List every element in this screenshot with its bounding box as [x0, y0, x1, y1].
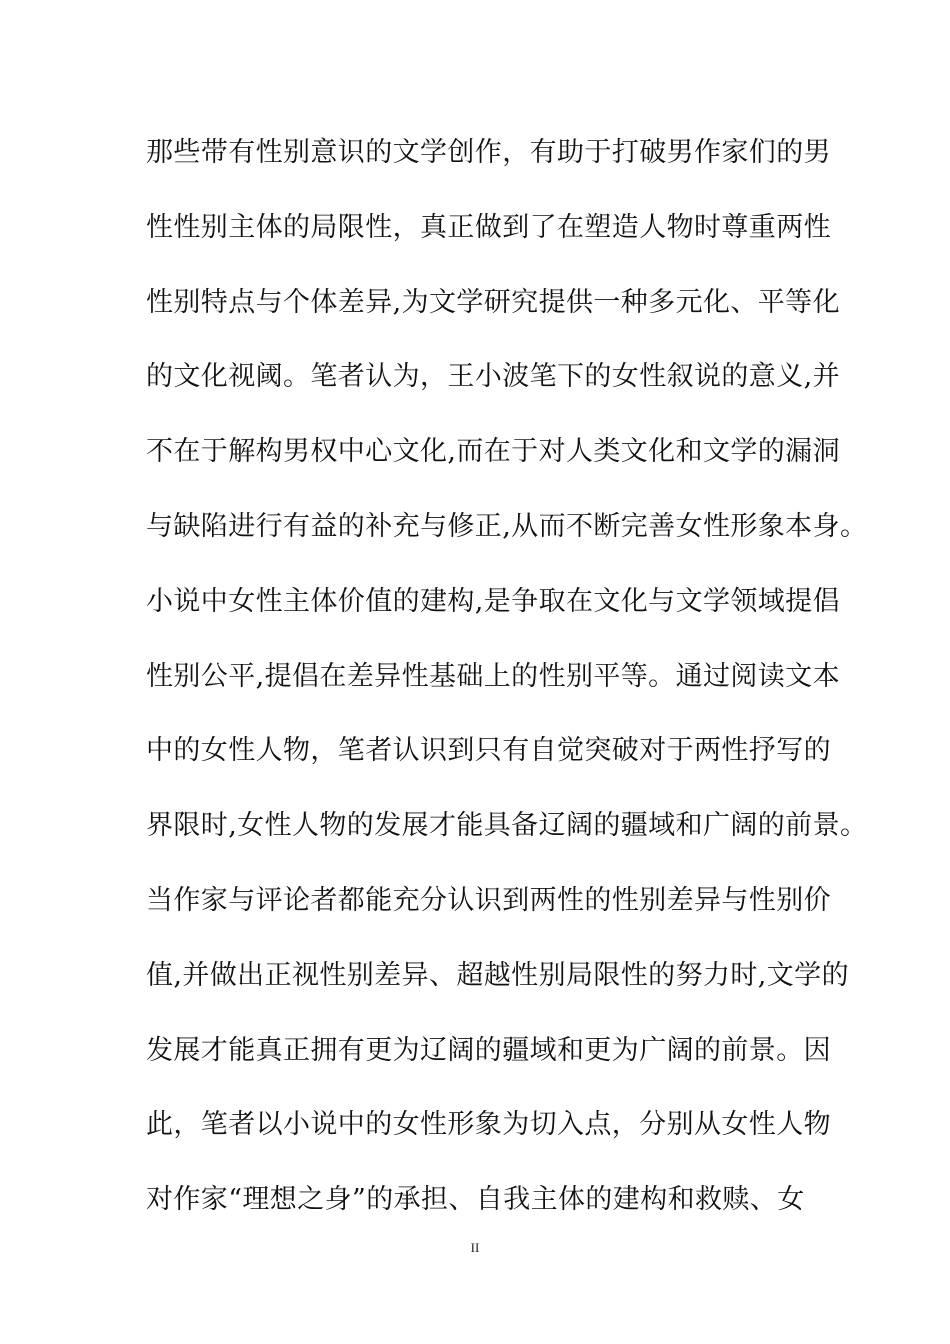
text-line: 小说中女性主体价值的建构,是争取在文化与文学领域提倡 — [146, 585, 840, 617]
text-line: 的文化视阈。笔者认为，王小波笔下的女性叙说的意义,并 — [146, 361, 840, 393]
text-line: 性别公平,提倡在差异性基础上的性别平等。通过阅读文本 — [146, 660, 840, 692]
text-line: 与缺陷进行有益的补充与修正,从而不断完善女性形象本身。 — [146, 510, 868, 542]
text-line: 性别特点与个体差异,为文学研究提供一种多元化、平等化 — [146, 286, 840, 318]
text-line: 发展才能真正拥有更为辽阔的疆域和更为广阔的前景。因 — [146, 1034, 831, 1066]
text-line: 中的女性人物，笔者认识到只有自觉突破对于两性抒写的 — [146, 735, 831, 767]
text-line: 值,并做出正视性别差异、超越性别局限性的努力时,文学的 — [146, 959, 849, 991]
text-line: 性性别主体的局限性，真正做到了在塑造人物时尊重两性 — [146, 211, 831, 243]
text-line: 此，笔者以小说中的女性形象为切入点，分别从女性人物 — [146, 1109, 831, 1141]
text-line: 界限时,女性人物的发展才能具备辽阔的疆域和广阔的前景。 — [146, 810, 868, 842]
text-line: 当作家与评论者都能充分认识到两性的性别差异与性别价 — [146, 884, 831, 916]
page-number: II — [470, 1240, 480, 1255]
body-paragraph — [146, 128, 868, 1250]
text-line: 不在于解构男权中心文化,而在于对人类文化和文学的漏洞 — [146, 436, 840, 468]
text-line: 那些带有性别意识的文学创作，有助于打破男作家们的男 — [146, 137, 831, 168]
text-line: 对作家“理想之身”的承担、自我主体的建构和救赎、女 — [146, 1184, 805, 1216]
